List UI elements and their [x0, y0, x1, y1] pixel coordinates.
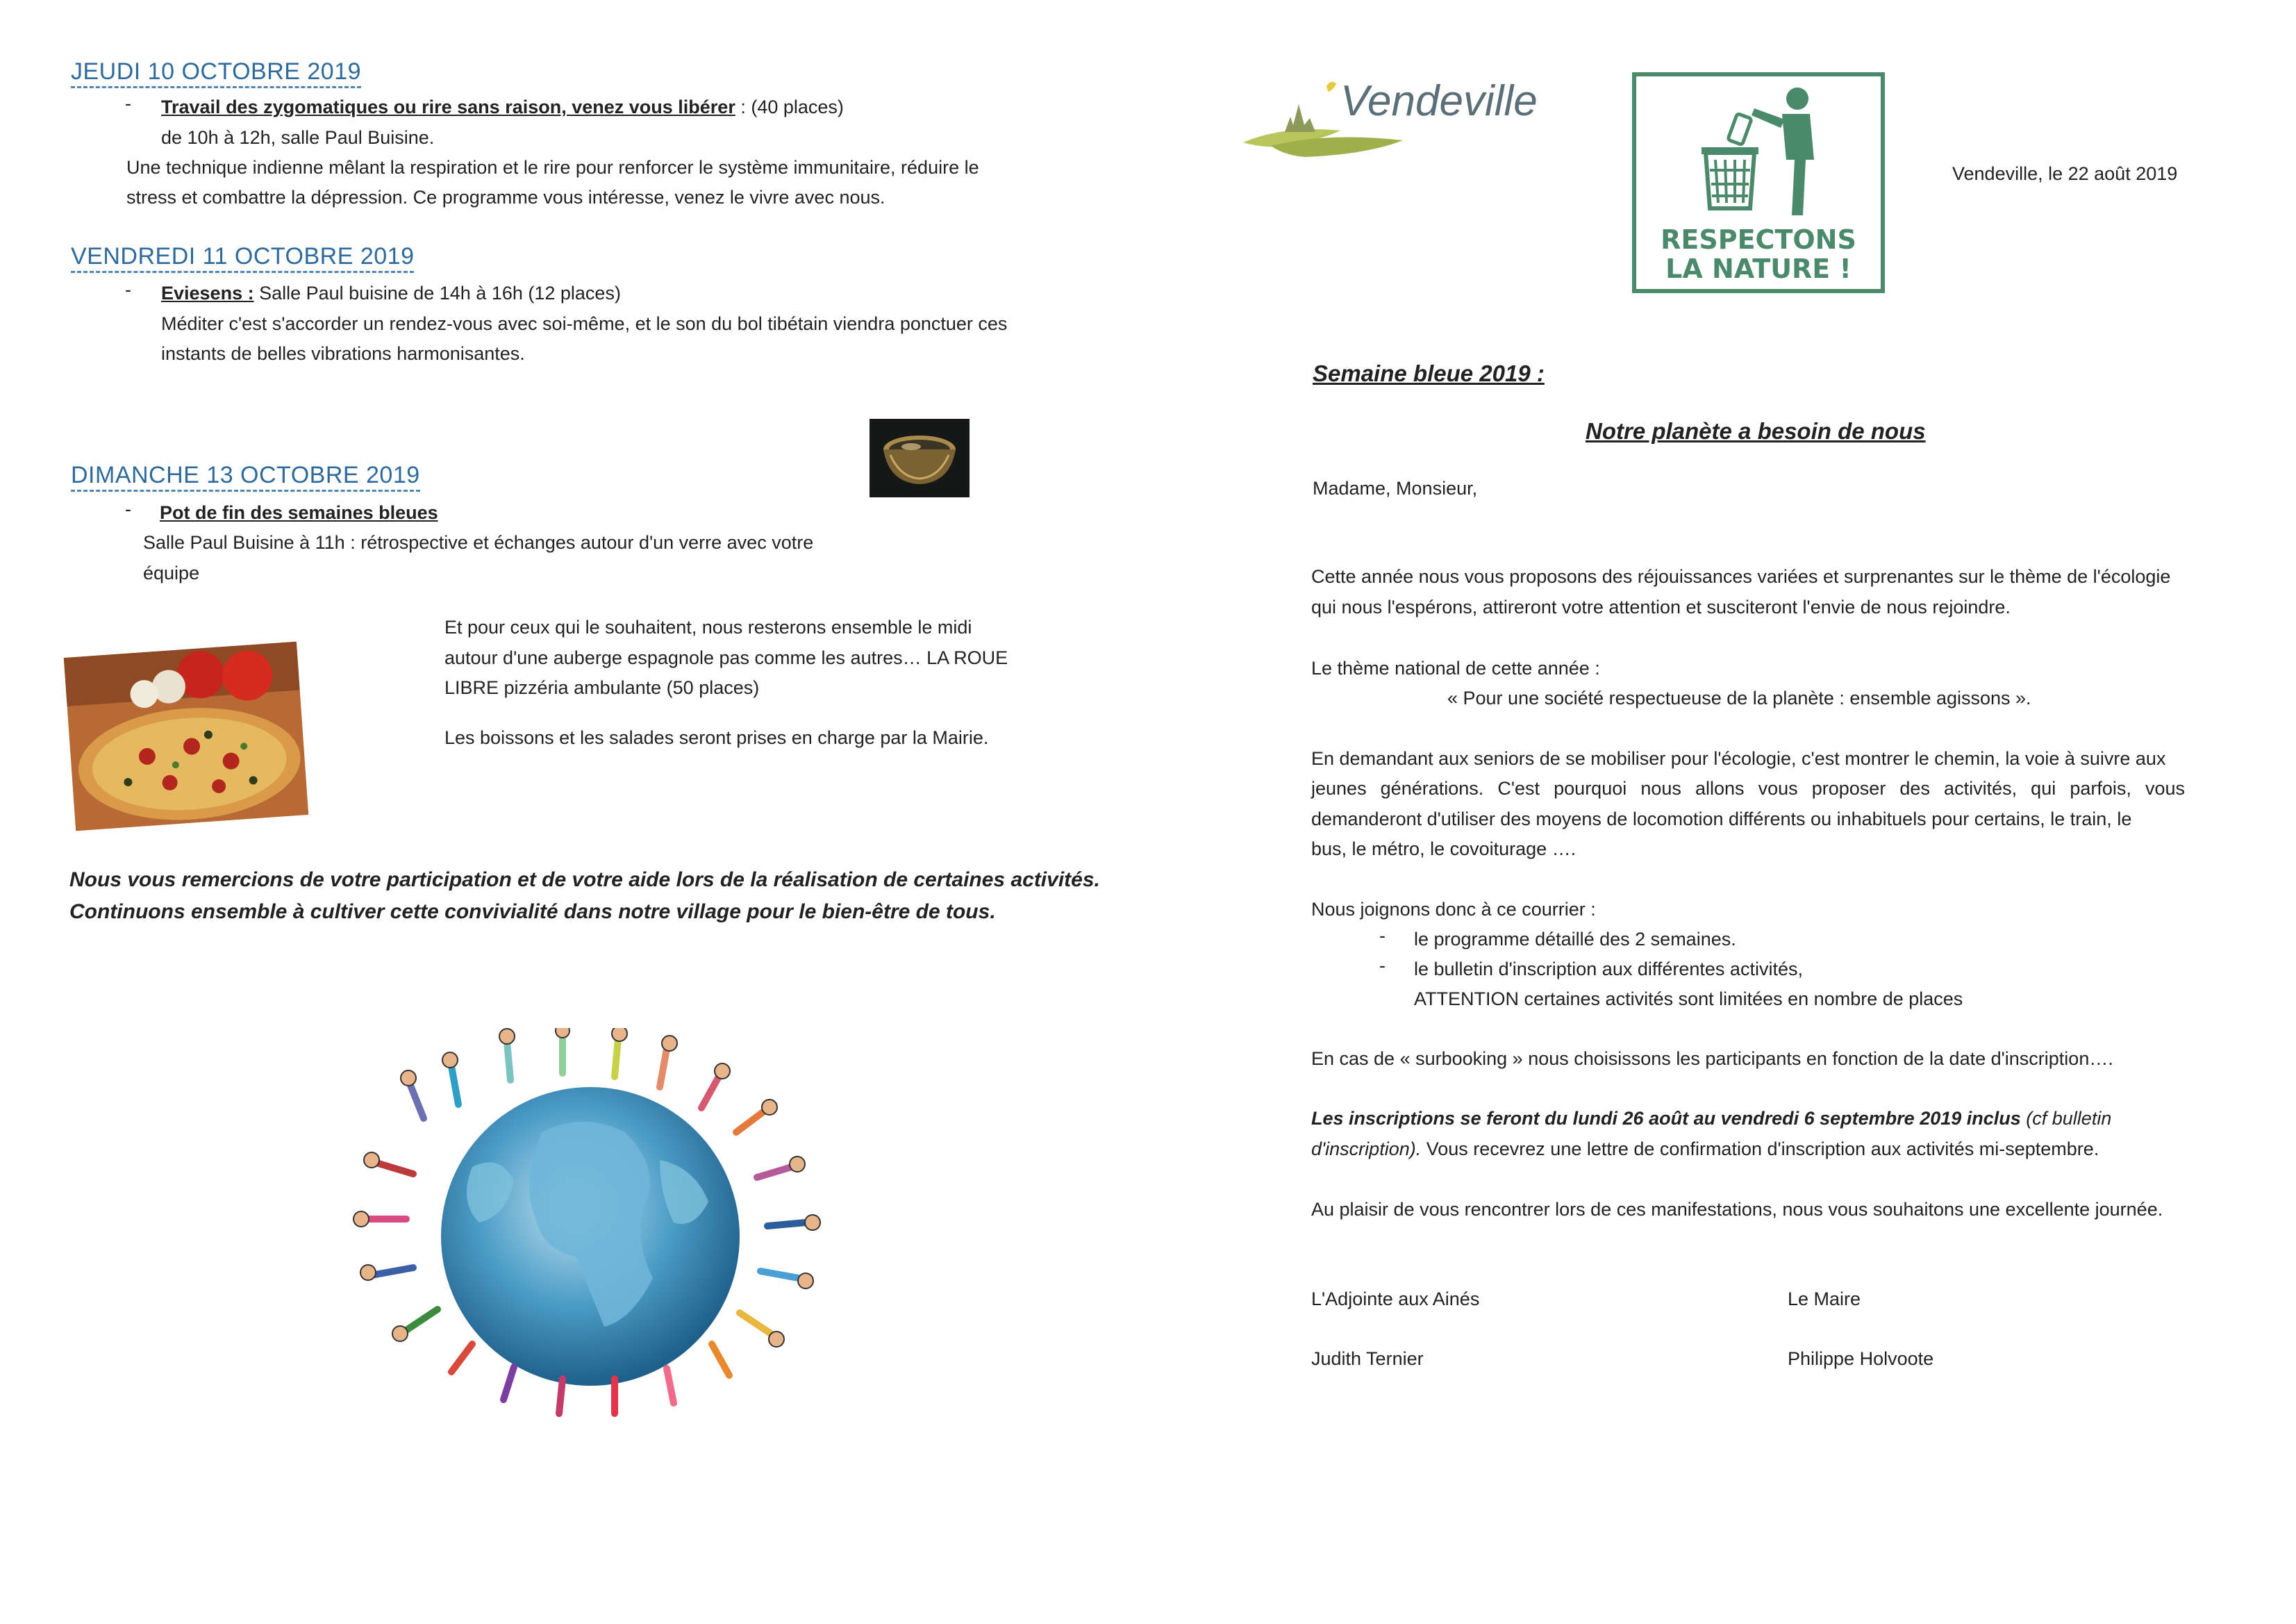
globe-people-illustration: [333, 1028, 847, 1417]
activity-title-eviesens: Eviesens :: [161, 283, 254, 304]
paragraph-seniors: jeunes générations. C'est pourquoi nous allons vous proposer des activités, qui parfois, vous: [1311, 778, 2185, 799]
lunch-note: Les boissons et les salades seront prises en charge par la Mairie.: [444, 727, 989, 748]
event-date-vendredi: VENDREDI 11 OCTOBRE 2019: [71, 243, 414, 273]
theme-quote: « Pour une société respectueuse de la planète : ensemble agissons ».: [1447, 688, 2031, 709]
tibetan-bowl-image: [870, 419, 970, 497]
lunch-text: LIBRE pizzéria ambulante (50 places): [444, 677, 760, 698]
signature-left-role: L'Adjointe aux Ainés: [1311, 1289, 1480, 1309]
trash-icon: [1692, 83, 1831, 222]
inscription-dates: Les inscriptions se feront du lundi 26 août au vendredi 6 septembre 2019 inclus: [1311, 1108, 2021, 1129]
activity-location: Salle Paul buisine de 14h à 16h (12 places): [253, 283, 621, 304]
activity-description: équipe: [143, 563, 200, 583]
respect-line1: RESPECTONS: [1661, 224, 1856, 255]
join-item: le bulletin d'inscription aux différentes activités,: [1414, 959, 1803, 979]
activity-description: instants de belles vibrations harmonisantes.: [161, 343, 525, 364]
activity-title-pot: [160, 497, 438, 528]
respect-nature-sign: [1632, 72, 1885, 293]
activity-description: stress et combattre la dépression. Ce programme vous intéresse, venez le vivre avec nous.: [126, 187, 885, 208]
paragraph-intro: Cette année nous vous proposons des réjouissances variées et surprenantes sur le thème de l'écologie: [1311, 566, 2171, 587]
bullet-dash: -: [125, 279, 131, 300]
signature-left-name: Judith Ternier: [1311, 1348, 1424, 1369]
thanks-text: Nous vous remercions de votre participation et de votre aide lors de la réalisation de certaines activités.: [69, 868, 1100, 891]
activity-description: Une technique indienne mêlant la respiration et le rire pour renforcer le système immunitaire, réduire le: [126, 157, 979, 178]
salutation: Madame, Monsieur,: [1313, 478, 1478, 499]
activity-description: Méditer c'est s'accorder un rendez-vous avec soi-même, et le son du bol tibétain viendra ponctuer ces: [161, 313, 1008, 334]
bullet-dash: -: [125, 93, 131, 114]
letter-subtitle: Notre planète a besoin de nous: [1586, 418, 1926, 444]
inscription-line: [1311, 1134, 2099, 1164]
event-date-jeudi: JEUDI 10 OCTOBRE 2019: [71, 58, 361, 88]
join-item: le programme détaillé des 2 semaines.: [1414, 929, 1736, 950]
inscription-line: [1311, 1103, 2111, 1134]
activity-description: Salle Paul Buisine à 11h : rétrospective et échanges autour d'un verre avec votre: [143, 532, 814, 553]
signature-right-name: Philippe Holvoote: [1788, 1348, 1934, 1369]
join-intro: Nous joignons donc à ce courrier :: [1311, 899, 1596, 920]
event-activity-line: [161, 92, 844, 122]
activity-places: : (40 places): [735, 97, 844, 117]
theme-intro: Le thème national de cette année :: [1311, 658, 1600, 679]
paragraph-seniors: bus, le métro, le covoiturage ….: [1311, 838, 1577, 859]
closing: Au plaisir de vous rencontrer lors de ces manifestations, nous vous souhaitons une excellente journée.: [1311, 1199, 2163, 1220]
vendeville-logo: [1243, 76, 1538, 160]
bullet-dash: -: [1379, 925, 1386, 946]
event-date-dimanche: DIMANCHE 13 OCTOBRE 2019: [71, 462, 420, 492]
inscription-ref: d'inscription).: [1311, 1138, 1422, 1159]
bullet-dash: -: [125, 499, 131, 520]
bullet-dash: -: [1379, 955, 1386, 976]
inscription-confirm: Vous recevrez une lettre de confirmation d'inscription aux activités mi-septembre.: [1421, 1138, 2099, 1159]
respect-line2: LA NATURE !: [1665, 254, 1852, 284]
paragraph-seniors: demanderont d'utiliser des moyens de locomotion différents ou inhabituels pour certains, le train, le: [1311, 809, 2132, 829]
paragraph-seniors: En demandant aux seniors de se mobiliser pour l'écologie, c'est montrer le chemin, la voie à suivre aux: [1311, 748, 2166, 769]
surbooking-note: En cas de « surbooking » nous choisissons les participants en fonction de la date d'inscription….: [1311, 1048, 2113, 1069]
event-activity-line: [161, 278, 621, 308]
inscription-ref: (cf bulletin: [2020, 1108, 2112, 1129]
activity-title-pot-text: Pot de fin des semaines bleues: [160, 502, 438, 523]
paragraph-intro: qui nous l'espérons, attireront votre attention et susciteront l'envie de nous rejoindre.: [1311, 597, 2011, 618]
activity-time: de 10h à 12h, salle Paul Buisine.: [161, 127, 435, 148]
signature-right-role: Le Maire: [1788, 1289, 1861, 1309]
lunch-text: Et pour ceux qui le souhaitent, nous resterons ensemble le midi: [444, 617, 972, 638]
attention-note: ATTENTION certaines activités sont limitées en nombre de places: [1414, 988, 1963, 1009]
date-place: Vendeville, le 22 août 2019: [1952, 163, 2178, 184]
pizza-image: [64, 642, 309, 831]
lunch-text: autour d'une auberge espagnole pas comme les autres… LA ROUE: [444, 647, 1008, 668]
thanks-text: Continuons ensemble à cultiver cette convivialité dans notre village pour le bien-être de tous.: [69, 900, 996, 923]
logo-text: Vendeville: [1340, 77, 1538, 125]
activity-title-rire: Travail des zygomatiques ou rire sans raison, venez vous libérer: [161, 97, 735, 117]
letter-title: Semaine bleue 2019 :: [1313, 361, 1545, 386]
